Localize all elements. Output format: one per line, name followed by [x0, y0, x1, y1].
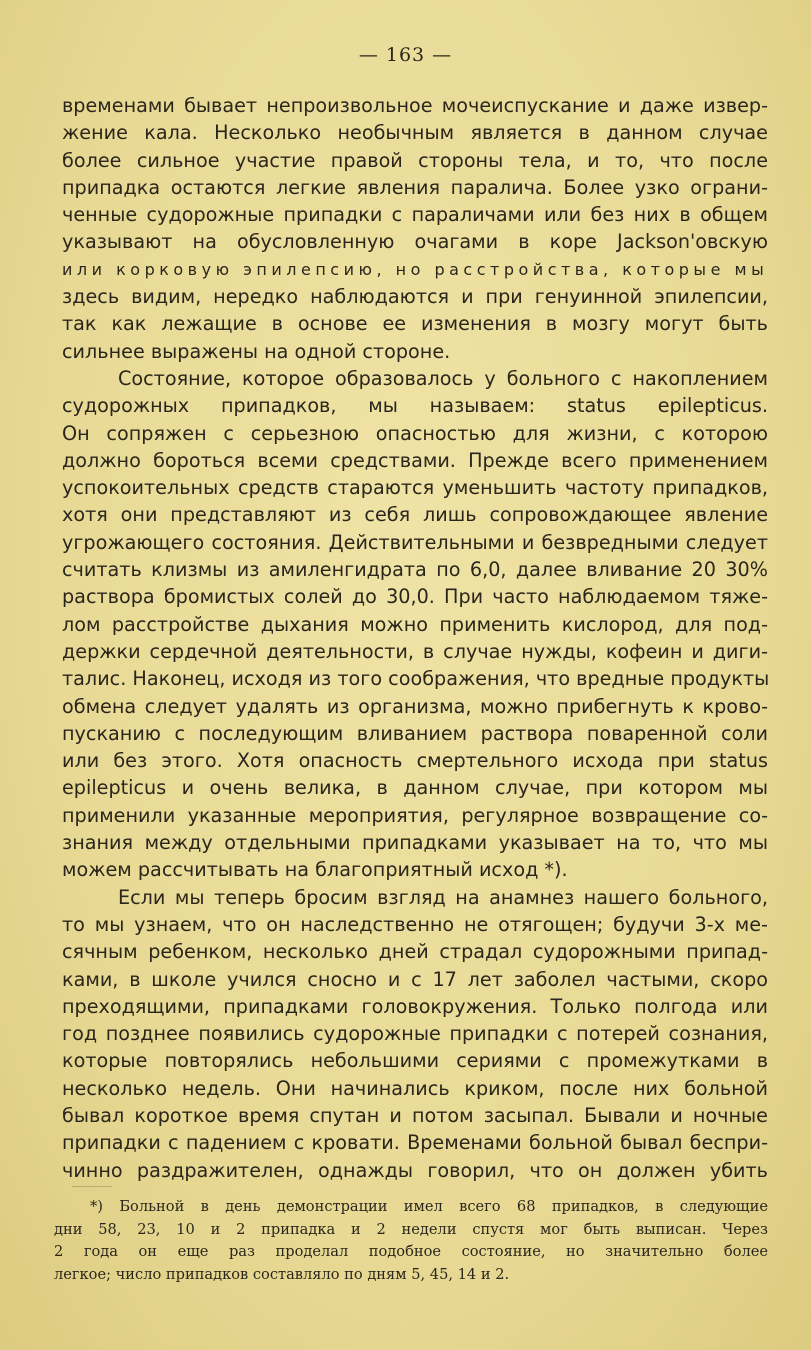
text-line: или корковую эпилепсию, но расстройства, которые мы: [62, 259, 769, 279]
text-line: должно бороться всеми средствами. Прежде всего применением: [62, 448, 768, 472]
text-line: Если мы теперь бросим взгляд на анамнез нашего больного,: [118, 885, 768, 909]
text-line: временами бывает непроизвольное мочеиспускание и даже извер-: [62, 94, 768, 117]
text-line: год позднее появились судорожные припадки с потерей сознания,: [62, 1022, 768, 1046]
text-line: более сильное участие правой стороны тела, и то, что после: [62, 148, 768, 172]
footnote-line: *) Больной в день демонстрации имел всего 68 припадков, в следующие: [90, 1198, 768, 1215]
text-line: припадки с падением с кровати. Временами больной бывал беспри-: [62, 1131, 768, 1155]
footnote: [54, 1196, 768, 1286]
paragraph: [62, 92, 768, 365]
text-line: талис. Наконец, исходя из того соображения, что вредные продукты: [62, 667, 770, 691]
text-line: то мы узнаем, что он наследственно не отягощен; будучи 3-х ме-: [62, 912, 768, 936]
text-line: припадка остаются легкие явления паралича. Более узко ограни-: [62, 175, 768, 199]
text-line: бывал короткое время спутан и потом засыпал. Бывали и ночные: [62, 1103, 768, 1127]
text-line: держки сердечной деятельности, в случае нужды, кофеин и диги-: [62, 639, 768, 663]
text-line: Он сопряжен с серьезною опасностью для жизни, с которою: [62, 421, 768, 445]
text-line: обмена следует удалять из организма, можно прибегнуть к крово-: [62, 694, 768, 718]
text-line: сильнее выражены на одной стороне.: [62, 339, 451, 363]
text-line: жение кала. Несколько необычным является в данном случае: [62, 121, 768, 145]
text-line: epilepticus и очень велика, в данном случае, при котором мы: [62, 776, 768, 800]
text-line: применили указанные мероприятия, регулярное возвращение со-: [62, 803, 768, 827]
text-line: можем рассчитывать на благоприятный исход *).: [62, 858, 568, 882]
main-text: [62, 92, 768, 1184]
footnote-divider: [72, 1186, 112, 1187]
paragraph: [62, 884, 768, 1184]
text-line: ченные судорожные припадки с параличами или без них в общем: [62, 203, 768, 227]
text-line: преходящими, припадками головокружения. Только полгода или: [62, 994, 768, 1018]
text-line: указывают на обусловленную очагами в коре Jackson'овскую: [62, 230, 768, 254]
text-line: знания между отдельными припадками указывает на то, что мы: [62, 831, 768, 855]
text-line: или без этого. Хотя опасность смертельного исхода при status: [62, 749, 768, 773]
text-line: судорожных припадков, мы называем: status epilepticus.: [62, 394, 768, 418]
text-line: несколько недель. Они начинались криком, после них больной: [62, 1076, 768, 1100]
page-number: — 163 —: [358, 44, 453, 66]
text-line: ками, в школе учился сносно и с 17 лет заболел частыми, скоро: [62, 967, 768, 991]
text-line: так как лежащие в основе ее изменения в мозгу могут быть: [62, 312, 768, 336]
text-line: угрожающего состояния. Действительными и безвредными следует: [62, 530, 768, 554]
text-line: успокоительных средств стараются уменьшить частоту припадков,: [62, 476, 768, 500]
text-line: здесь видим, нередко наблюдаются и при генуинной эпилепсии,: [62, 285, 768, 309]
text-line: лом расстройстве дыхания можно применить кислород, для под-: [62, 612, 768, 636]
paragraph: [62, 365, 768, 884]
text-line: раствора бромистых солей до 30,0. При часто наблюдаемом тяже-: [62, 585, 768, 609]
footnote-line: 2 года он еще раз проделал подобное состояние, но значительно более: [54, 1243, 768, 1260]
footnote-line: легкое; число припадков составляло по дням 5, 45, 14 и 2.: [54, 1265, 510, 1283]
text-line: пусканию с последующим вливанием раствора поваренной соли: [62, 721, 768, 745]
text-line: считать клизмы из амиленгидрата по 6,0, далее вливание 20 30%: [62, 558, 768, 582]
footnote-line: дни 58, 23, 10 и 2 припадка и 2 недели спустя мог быть выписан. Через: [54, 1220, 768, 1238]
text-line: чинно раздражителен, однажды говорил, что он должен убить: [62, 1158, 768, 1182]
text-line: которые повторялись небольшими сериями с промежутками в: [62, 1049, 768, 1073]
text-line: Состояние, которое образовалось у больного с накоплением: [118, 366, 768, 390]
text-line: хотя они представляют из себя лишь сопровождающее явление: [62, 503, 768, 527]
text-line: сячным ребенком, несколько дней страдал судорожными припад-: [62, 940, 768, 964]
